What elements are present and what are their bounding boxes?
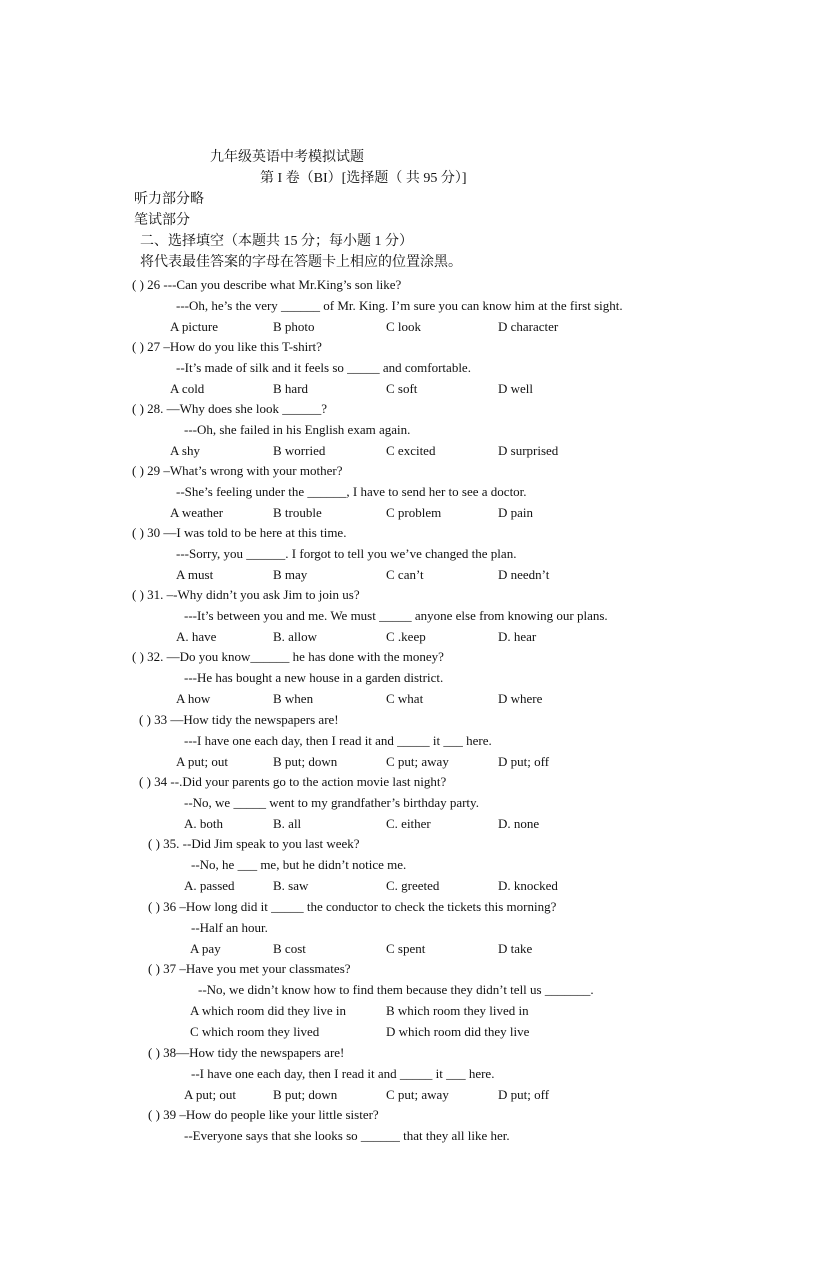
question-stem: ( ) 33 —How tidy the newspapers are!	[139, 712, 339, 727]
answer-option: D. none	[498, 816, 540, 831]
answer-option: C put; away	[386, 1087, 449, 1102]
question-response: --She’s feeling under the ______, I have to send her to see a doctor.	[176, 484, 527, 499]
page-subtitle: 第 I 卷（BI）[选择题（ 共 95 分）]	[260, 171, 467, 186]
answer-option: D surprised	[498, 443, 559, 458]
answer-option: C soft	[386, 381, 418, 396]
question-response: --No, we didn’t know how to find them because they didn’t tell us _______.	[198, 982, 594, 997]
answer-option: A cold	[170, 381, 205, 396]
answer-option: C spent	[386, 941, 426, 956]
answer-option: A put; out	[184, 1087, 237, 1102]
answer-option: B trouble	[273, 505, 322, 520]
question-response: ---Sorry, you ______. I forgot to tell you we’ve changed the plan.	[176, 546, 517, 561]
answer-option: D put; off	[498, 1087, 550, 1102]
answer-option: C can’t	[386, 567, 424, 582]
question-response: --No, we _____ went to my grandfather’s birthday party.	[184, 795, 479, 810]
answer-option: D pain	[498, 505, 534, 520]
answer-option: C put; away	[386, 754, 449, 769]
question-response: ---It’s between you and me. We must _____ anyone else from knowing our plans.	[184, 608, 608, 623]
answer-option: C .keep	[386, 629, 426, 644]
answer-option: D which room did they live	[386, 1024, 530, 1039]
answer-option: C what	[386, 691, 424, 706]
answer-option: C look	[386, 319, 422, 334]
answer-option: B which room they lived in	[386, 1003, 529, 1018]
answer-option: D. hear	[498, 629, 537, 644]
answer-option: A. both	[184, 816, 223, 831]
answer-option: C. greeted	[386, 878, 440, 893]
answer-option: A put; out	[176, 754, 229, 769]
answer-option: B cost	[273, 941, 306, 956]
question-stem: ( ) 35. --Did Jim speak to you last week?	[148, 836, 360, 851]
question-stem: ( ) 38—How tidy the newspapers are!	[148, 1045, 345, 1060]
question-stem: ( ) 37 –Have you met your classmates?	[148, 961, 351, 976]
answer-option: A weather	[170, 505, 224, 520]
answer-option: D well	[498, 381, 534, 396]
question-stem: ( ) 28. —Why does she look ______?	[132, 401, 327, 416]
question-response: --No, he ___ me, but he didn’t notice me.	[191, 857, 407, 872]
question-stem: ( ) 34 --.Did your parents go to the action movie last night?	[139, 774, 447, 789]
answer-option: B hard	[273, 381, 309, 396]
answer-option: C excited	[386, 443, 436, 458]
question-response: ---He has bought a new house in a garden district.	[184, 670, 444, 685]
question-response: --Half an hour.	[191, 920, 268, 935]
answer-option: A must	[176, 567, 214, 582]
answer-option: B. saw	[273, 878, 309, 893]
question-response: --It’s made of silk and it feels so _____ and comfortable.	[176, 360, 471, 375]
answer-option: D put; off	[498, 754, 550, 769]
answer-option: B. allow	[273, 629, 318, 644]
answer-option: C. either	[386, 816, 431, 831]
part-two-heading: 二、选择填空（本题共 15 分；每小题 1 分）	[140, 234, 413, 249]
answer-option: D where	[498, 691, 543, 706]
answer-option: B photo	[273, 319, 315, 334]
answer-option: A which room did they live in	[190, 1003, 346, 1018]
question-response: ---Oh, he’s the very ______ of Mr. King. I’m sure you can know him at the first sight.	[176, 298, 623, 313]
question-stem: ( ) 31. –-Why didn’t you ask Jim to join us?	[132, 587, 360, 602]
question-response: ---I have one each day, then I read it and _____ it ___ here.	[184, 733, 492, 748]
question-response: --I have one each day, then I read it and _____ it ___ here.	[191, 1066, 495, 1081]
answer-option: A picture	[170, 319, 219, 334]
answer-option: D needn’t	[498, 567, 550, 582]
answer-option: C which room they lived	[190, 1024, 320, 1039]
written-section-heading: 笔试部分	[134, 213, 190, 228]
question-stem: ( ) 36 –How long did it _____ the conductor to check the tickets this morning?	[148, 899, 557, 914]
page-title: 九年级英语中考模拟试题	[210, 150, 364, 165]
question-stem: ( ) 39 –How do people like your little sister?	[148, 1107, 379, 1122]
answer-option: B. all	[273, 816, 302, 831]
answer-option: C problem	[386, 505, 442, 520]
answer-option: B put; down	[273, 1087, 338, 1102]
instruction-text: 将代表最佳答案的字母在答题卡上相应的位置涂黑。	[140, 255, 462, 270]
question-stem: ( ) 29 –What’s wrong with your mother?	[132, 463, 343, 478]
answer-option: A. passed	[184, 878, 235, 893]
answer-option: B put; down	[273, 754, 338, 769]
answer-option: B may	[273, 567, 308, 582]
question-stem: ( ) 32. —Do you know______ he has done with the money?	[132, 649, 444, 664]
answer-option: A shy	[170, 443, 200, 458]
question-stem: ( ) 26 ---Can you describe what Mr.King’s son like?	[132, 277, 402, 292]
answer-option: D. knocked	[498, 878, 558, 893]
question-stem: ( ) 27 –How do you like this T-shirt?	[132, 339, 322, 354]
answer-option: D take	[498, 941, 533, 956]
question-response: ---Oh, she failed in his English exam again.	[184, 422, 411, 437]
question-stem: ( ) 30 —I was told to be here at this time.	[132, 525, 347, 540]
answer-option: A. have	[176, 629, 217, 644]
answer-option: B when	[273, 691, 314, 706]
listening-section-note: 听力部分略	[134, 192, 204, 207]
question-response: --Everyone says that she looks so ______ that they all like her.	[184, 1128, 510, 1143]
answer-option: A how	[176, 691, 211, 706]
answer-option: D character	[498, 319, 559, 334]
answer-option: A pay	[190, 941, 221, 956]
answer-option: B worried	[273, 443, 326, 458]
